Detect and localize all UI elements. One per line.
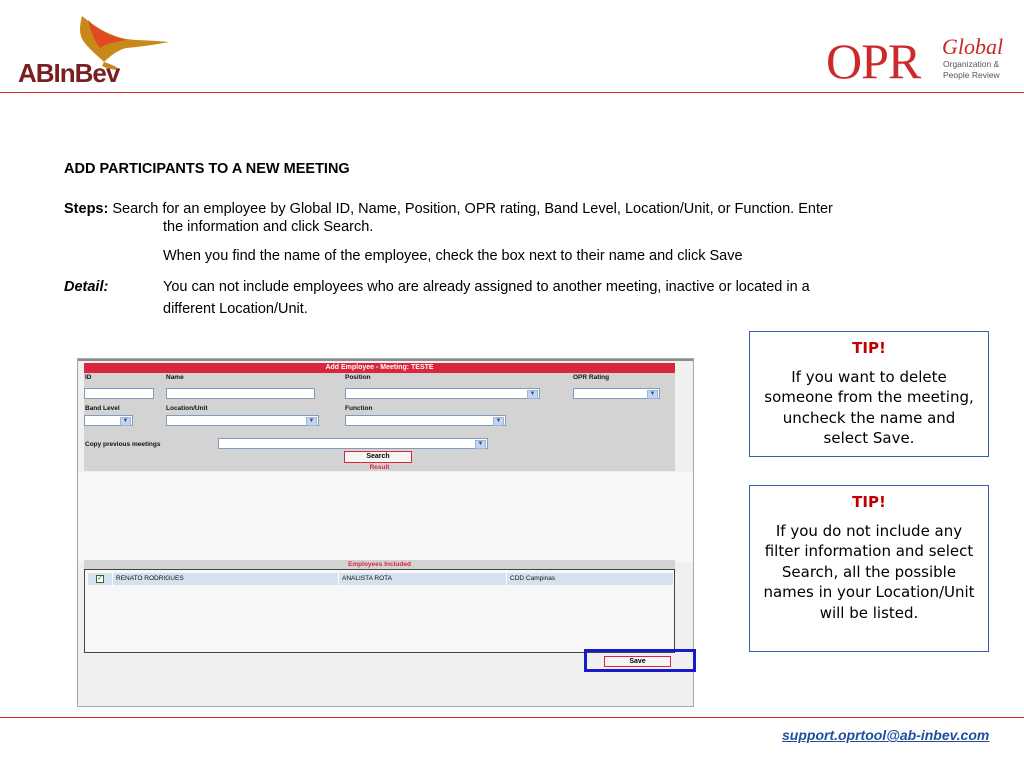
column-divider xyxy=(506,573,507,585)
global-wordmark: Global xyxy=(942,34,1004,59)
tip-box-search xyxy=(749,485,989,652)
logo-subtitle-1: Organization & xyxy=(943,59,1000,69)
copy-previous-label: Copy previous meetings xyxy=(85,441,161,448)
column-divider xyxy=(112,573,113,585)
detail-text-2: different Location/Unit. xyxy=(163,301,308,317)
table-row xyxy=(88,573,673,585)
position-label: Position xyxy=(345,374,371,381)
id-input[interactable] xyxy=(84,388,154,399)
chevron-down-icon: ▼ xyxy=(306,417,317,426)
column-divider xyxy=(338,573,339,585)
function-label: Function xyxy=(345,405,373,412)
employee-name: RENATO RODRIGUES xyxy=(116,575,184,582)
tip-title: TIP! xyxy=(852,493,886,511)
logo-subtitle-2: People Review xyxy=(943,70,1000,80)
band-level-select[interactable] xyxy=(84,415,133,426)
steps-text-1b: the information and click Search. xyxy=(163,219,374,235)
window-top-border xyxy=(78,359,694,361)
location-unit-label: Location/Unit xyxy=(166,405,208,412)
save-button[interactable]: Save xyxy=(604,656,671,667)
support-email-link[interactable]: support.oprtool@ab-inbev.com xyxy=(782,727,990,743)
steps-label: Steps: xyxy=(64,201,109,217)
abinbev-logo xyxy=(14,12,179,90)
detail-label: Detail: xyxy=(64,279,109,295)
search-button[interactable]: Search xyxy=(344,451,412,463)
band-level-label: Band Level xyxy=(85,405,120,412)
name-label: Name xyxy=(166,374,184,381)
chevron-down-icon: ▼ xyxy=(493,417,504,426)
opr-rating-label: OPR Rating xyxy=(573,374,610,381)
page-title: ADD PARTICIPANTS TO A NEW MEETING xyxy=(64,161,350,177)
steps-text-2: When you find the name of the employee, check the box next to their name and click Save xyxy=(163,248,743,264)
employee-location: CDD Campinas xyxy=(510,575,556,582)
window-footer xyxy=(78,672,694,707)
tip-body: If you want to delete someone from the meeting, uncheck the name and select Save. xyxy=(764,367,974,447)
tip-body: If you do not include any filter information and select Search, all the possible names in your Location/Unit will be listed. xyxy=(763,521,975,622)
opr-wordmark: OPR xyxy=(826,33,921,89)
save-highlight xyxy=(584,649,696,672)
detail-text-1: You can not include employees who are already assigned to another meeting, inactive or located in a xyxy=(163,279,810,295)
footer-divider xyxy=(0,717,1024,718)
opr-rating-select[interactable] xyxy=(573,388,660,399)
function-select[interactable] xyxy=(345,415,506,426)
result-area xyxy=(78,472,694,562)
employees-included-list xyxy=(84,569,675,653)
chevron-down-icon: ▼ xyxy=(527,390,538,399)
chevron-down-icon: ▼ xyxy=(647,390,658,399)
opr-global-logo xyxy=(826,33,1021,92)
chevron-down-icon: ▼ xyxy=(475,440,486,449)
window-title: Add Employee - Meeting: TESTE xyxy=(84,363,675,373)
location-unit-select[interactable] xyxy=(166,415,319,426)
header-divider xyxy=(0,92,1024,93)
steps-line-1 xyxy=(64,200,1004,218)
name-input[interactable] xyxy=(166,388,315,399)
position-select[interactable] xyxy=(345,388,540,399)
employee-checkbox[interactable] xyxy=(96,575,104,583)
check-icon: ✓ xyxy=(97,575,103,582)
tip-title: TIP! xyxy=(852,339,886,357)
employee-position: ANALISTA ROTA xyxy=(342,575,392,582)
result-label: Result xyxy=(369,464,390,471)
abinbev-wordmark: ABInBev xyxy=(18,58,120,88)
copy-previous-select[interactable] xyxy=(218,438,488,449)
employees-included-header: Employees Included xyxy=(84,560,675,569)
steps-text-1: Search for an employee by Global ID, Name, Position, OPR rating, Band Level, Location/Unit, or Function. Enter xyxy=(108,201,833,217)
tip-box-delete xyxy=(749,331,989,457)
id-label: ID xyxy=(85,374,92,381)
chevron-down-icon: ▼ xyxy=(120,417,131,426)
